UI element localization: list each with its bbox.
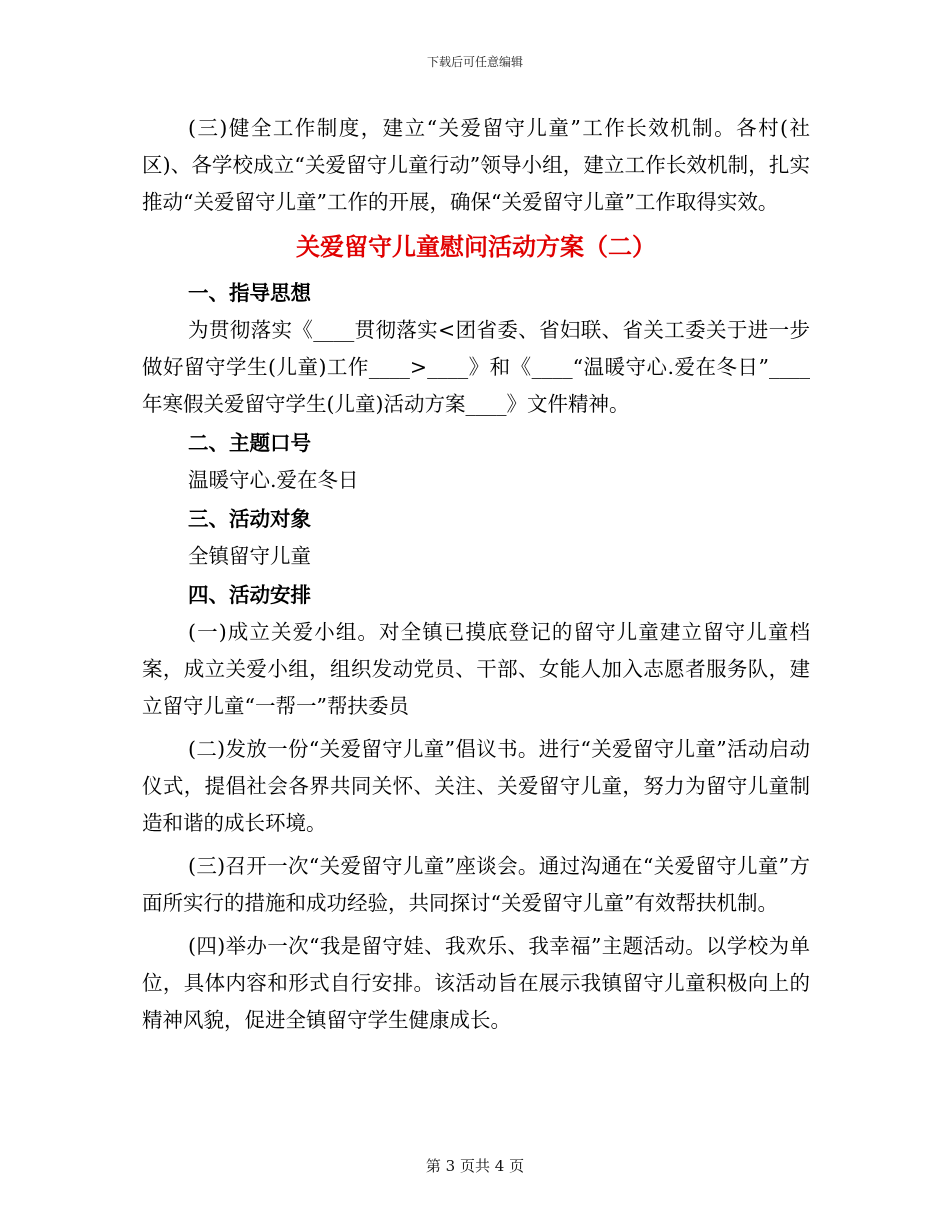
section-paragraph: 全镇留守儿童 <box>188 544 311 568</box>
section-heading-slogan: 二、主题口号 <box>188 431 311 455</box>
page-header: 下载后可任意编辑 <box>426 55 523 69</box>
section-heading-arrangement: 四、活动安排 <box>188 583 311 607</box>
intro-paragraph: (三)健全工作制度，建立“关爱留守儿童”工作长效机制。各村(社区)、各学校成立“关爱留守儿童行动”领导小组，建立工作长效机制，扎实推动“关爱留守儿童”工作的开展，确保“关爱留守儿童”工作取得实效。 <box>142 116 810 214</box>
section-paragraph: 为贯彻落实《____贯彻落实<团省委、省妇联、省关工委关于进一步做好留守学生(儿童)工作____>____》和《____“温暖守心.爱在冬日”____年寒假关爱留守学生(儿童)活动方案____》文件精神。 <box>142 318 810 416</box>
page-footer: 第 3 页共 4 页 <box>425 1157 525 1175</box>
section-paragraph: (四)举办一次“我是留守娃、我欢乐、我幸福”主题活动。以学校为单位，具体内容和形式自行安排。该活动旨在展示我镇留守儿童积极向上的精神风貌，促进全镇留守学生健康成长。 <box>142 934 810 1032</box>
section-paragraph: (一)成立关爱小组。对全镇已摸底登记的留守儿童建立留守儿童档案，成立关爱小组，组织发动党员、干部、女能人加入志愿者服务队，建立留守儿童“一帮一”帮扶委员 <box>142 620 810 718</box>
section-heading-guiding-thought: 一、指导思想 <box>188 281 311 305</box>
section-paragraph: (二)发放一份“关爱留守儿童”倡议书。进行“关爱留守儿童”活动启动仪式，提倡社会各界共同关怀、关注、关爱留守儿童，努力为留守儿童制造和谐的成长环境。 <box>142 737 810 835</box>
section-paragraph: (三)召开一次“关爱留守儿童”座谈会。通过沟通在“关爱留守儿童”方面所实行的措施和成功经验，共同探讨“关爱留守儿童”有效帮扶机制。 <box>142 854 810 915</box>
document-body <box>142 110 810 1039</box>
section-heading-target: 三、活动对象 <box>188 507 311 531</box>
document-title: 关爱留守儿童慰问活动方案（二） <box>296 233 656 261</box>
section-paragraph: 温暖守心.爱在冬日 <box>188 468 359 492</box>
